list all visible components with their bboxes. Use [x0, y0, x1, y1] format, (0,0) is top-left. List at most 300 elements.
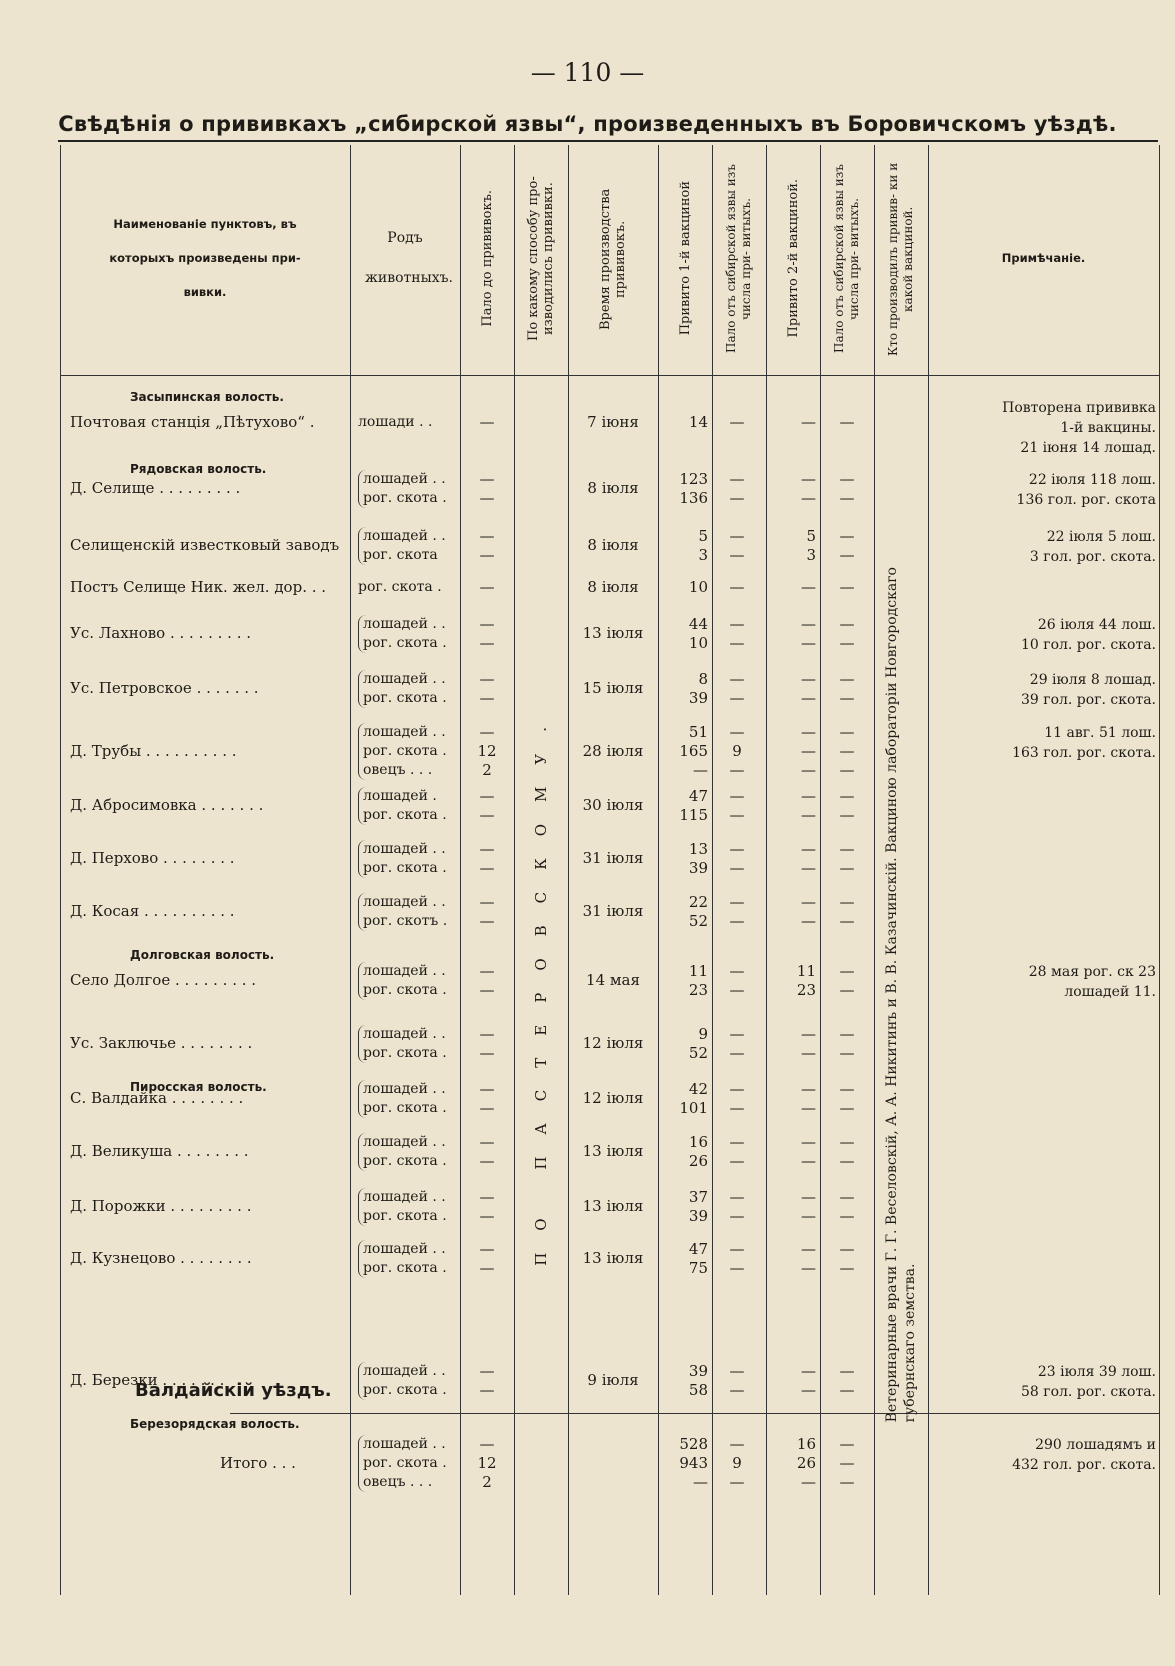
point-name: Итого . . .: [220, 1453, 296, 1472]
died2-value: —: [839, 893, 855, 911]
vacc1-value: —: [693, 761, 708, 779]
died2-cell: [820, 527, 874, 565]
died1-value: —: [729, 615, 745, 633]
died1-value: 9: [732, 1454, 742, 1472]
vacc1-cell: [658, 1188, 708, 1226]
animal-cell: [358, 840, 463, 878]
header-note: Примѣчаніе.: [1001, 250, 1086, 265]
vacc1-value: 75: [688, 1259, 708, 1277]
animal-type: лошадей . .: [363, 841, 446, 857]
vacc2-cell: [766, 1435, 816, 1492]
vacc2-value: —: [801, 1044, 816, 1062]
died1-cell: [712, 840, 762, 878]
time-cell: 15 іюля: [582, 679, 644, 697]
vacc1-value: 47: [688, 1240, 708, 1258]
vacc1-cell: [658, 413, 708, 432]
died1-value: —: [729, 1435, 745, 1453]
point-name: Д. Порожки . . . . . . . . .: [70, 1197, 252, 1215]
method-text: ПО ПАСТЕРОВСКОМУ.: [532, 704, 550, 1266]
time-cell: 28 іюля: [582, 741, 644, 760]
time-cell: 8 іюля: [587, 479, 639, 497]
died2-value: —: [839, 546, 855, 564]
vacc1-value: 14: [688, 413, 708, 431]
died2-value: —: [839, 489, 855, 507]
died2-value: —: [839, 723, 855, 741]
heading-pirossa: Пиросская волость.: [130, 1080, 267, 1094]
died-before-value: —: [479, 546, 495, 564]
died1-value: —: [729, 546, 745, 564]
vacc2-value: 11: [796, 962, 816, 980]
vacc1-value: 123: [679, 470, 708, 488]
vacc2-value: —: [801, 806, 816, 824]
died1-cell: [712, 615, 762, 653]
vacc2-value: —: [801, 1259, 816, 1277]
died-before-value: —: [479, 1188, 495, 1206]
died1-value: —: [729, 1080, 745, 1098]
died-before-cell: [460, 670, 514, 708]
died2-cell: [820, 578, 874, 597]
point-name: Д. Перхово . . . . . . . .: [70, 849, 235, 867]
died2-value: —: [839, 1099, 855, 1117]
died-before-value: —: [479, 787, 495, 805]
animal-type: лошадей . .: [363, 1189, 446, 1205]
time-cell: 8 іюля: [587, 577, 639, 596]
vacc2-value: 16: [796, 1435, 816, 1453]
animal-type: рог. скота .: [363, 490, 447, 506]
vacc1-cell: [658, 615, 708, 653]
died1-cell: [712, 1362, 762, 1400]
header-vacc2: Привито 2-й вакциной.: [785, 179, 801, 338]
vacc2-value: —: [801, 912, 816, 930]
vacc1-cell: [658, 1080, 708, 1118]
animal-cell: [358, 527, 463, 565]
died-before-value: —: [479, 981, 495, 999]
note-line: 22 іюля 5 лош.: [1046, 529, 1156, 545]
vacc2-cell: [766, 723, 816, 780]
died1-value: —: [729, 1152, 745, 1170]
died2-value: —: [839, 1435, 855, 1453]
died1-value: —: [729, 1473, 745, 1491]
died1-value: —: [729, 470, 745, 488]
vacc2-value: —: [801, 1099, 816, 1117]
note-line: 3 гол. рог. скота.: [1029, 549, 1156, 565]
died1-cell: [712, 723, 762, 780]
vacc1-value: 11: [688, 962, 708, 980]
note-line: 432 гол. рог. скота.: [1012, 1457, 1156, 1473]
animal-cell: [358, 615, 463, 653]
note-line: 21 іюня 14 лошад.: [1020, 440, 1156, 456]
died2-value: —: [839, 1044, 855, 1062]
note-cell: [932, 398, 1156, 458]
died-before-value: —: [479, 527, 495, 545]
note-cell: [932, 1362, 1156, 1402]
animal-cell: [358, 670, 463, 708]
animal-type: рог. скота .: [363, 1455, 447, 1471]
heading-ryadovo: Рядовская волость.: [130, 462, 267, 476]
died2-cell: [820, 840, 874, 878]
note-cell: [932, 962, 1156, 1002]
died1-value: —: [729, 1362, 745, 1380]
died2-value: —: [839, 1381, 855, 1399]
animal-type: лошадей . .: [363, 1241, 446, 1257]
animal-type: лошади . .: [358, 414, 433, 430]
died1-value: —: [729, 689, 745, 707]
vacc2-cell: [766, 962, 816, 1000]
died-before-cell: [460, 1362, 514, 1400]
vacc1-value: 5: [698, 527, 708, 545]
died-before-value: —: [479, 806, 495, 824]
time-cell: 7 іюня: [587, 412, 639, 431]
time-cell: 31 іюля: [582, 902, 644, 920]
note-line: 163 гол. рог. скота.: [1012, 745, 1156, 761]
vacc1-value: 8: [698, 670, 708, 688]
animal-type: лошадей . .: [363, 671, 446, 687]
died2-value: —: [839, 859, 855, 877]
vacc1-value: 13: [688, 840, 708, 858]
vacc2-cell: [766, 1080, 816, 1118]
animal-type: рог. скота .: [363, 635, 447, 651]
vacc2-cell: [766, 1362, 816, 1400]
died2-value: —: [839, 742, 855, 760]
note-line: 10 гол. рог. скота.: [1020, 637, 1156, 653]
died-before-value: —: [479, 1133, 495, 1151]
note-cell: [932, 670, 1156, 710]
time-cell: 13 іюля: [582, 1249, 644, 1267]
vacc1-value: 3: [698, 546, 708, 564]
animal-cell: [358, 413, 458, 432]
died2-value: —: [839, 806, 855, 824]
animal-type: лошадей . .: [363, 616, 446, 632]
animal-cell: [358, 1133, 463, 1171]
animal-cell: [358, 893, 463, 931]
died2-value: —: [839, 761, 855, 779]
died-before-cell: [460, 1435, 514, 1492]
vacc2-value: —: [801, 787, 816, 805]
point-name: С. Валдайка . . . . . . . .: [70, 1089, 244, 1107]
header-animal: Родъ животныхъ.: [365, 229, 453, 286]
point-name: Ус. Петровское . . . . . . .: [70, 679, 259, 697]
animal-cell: [358, 962, 463, 1000]
vacc1-cell: [658, 578, 708, 597]
heading-dolgovo: Долговская волость.: [130, 948, 275, 962]
vacc2-value: —: [801, 413, 816, 431]
time-cell: 13 іюля: [582, 624, 644, 642]
vacc2-value: —: [801, 1025, 816, 1043]
died-before-value: —: [479, 1099, 495, 1117]
died-before-cell: [460, 470, 514, 508]
died-before-value: —: [479, 615, 495, 633]
died2-value: —: [839, 1240, 855, 1258]
died1-value: —: [729, 1044, 745, 1062]
died-before-value: —: [479, 1152, 495, 1170]
note-line: 1-й вакцины.: [1060, 420, 1156, 436]
died1-value: —: [729, 489, 745, 507]
died-before-value: —: [479, 413, 495, 431]
vacc1-cell: [658, 470, 708, 508]
animal-cell: [358, 787, 463, 825]
vacc2-value: —: [801, 893, 816, 911]
time-cell: 8 іюля: [587, 536, 639, 554]
animal-type: лошадей . .: [363, 471, 446, 487]
note-line: 11 авг. 51 лош.: [1044, 725, 1156, 741]
died1-cell: [712, 1188, 762, 1226]
note-cell: [932, 723, 1156, 763]
died-before-cell: [460, 787, 514, 825]
vacc2-value: —: [801, 1362, 816, 1380]
died-before-cell: [460, 840, 514, 878]
header-point: Наименованіе пунктовъ, въ которыхъ произведены при- вивки.: [109, 216, 301, 299]
vacc1-value: 115: [679, 806, 708, 824]
vacc2-value: —: [801, 859, 816, 877]
died-before-value: —: [479, 470, 495, 488]
died1-cell: [712, 470, 762, 508]
note-line: 58 гол. рог. скота.: [1020, 1384, 1156, 1400]
died1-cell: [712, 1435, 762, 1492]
died2-value: —: [839, 1133, 855, 1151]
heading-berezoryadka: Березорядская волость.: [130, 1417, 300, 1431]
died2-value: —: [839, 1080, 855, 1098]
animal-type: лошадей . .: [363, 894, 446, 910]
total-rule: [230, 1413, 1160, 1414]
animal-cell: [358, 1240, 463, 1278]
died1-cell: [712, 527, 762, 565]
vacc2-value: —: [801, 840, 816, 858]
died-before-value: 2: [482, 761, 492, 779]
died-before-cell: [460, 1188, 514, 1226]
died1-value: —: [729, 859, 745, 877]
animal-type: рог. скота .: [363, 1260, 447, 1276]
vacc1-cell: [658, 670, 708, 708]
died1-value: —: [729, 1240, 745, 1258]
died2-cell: [820, 893, 874, 931]
vacc2-cell: [766, 413, 816, 432]
died-before-value: —: [479, 578, 495, 596]
animal-type: лошадей . .: [363, 963, 446, 979]
died1-value: —: [729, 1259, 745, 1277]
animal-cell: [358, 470, 463, 508]
died2-value: —: [839, 634, 855, 652]
animal-type: лошадей . .: [363, 724, 446, 740]
died2-value: —: [839, 1025, 855, 1043]
animal-type: рог. скота .: [363, 1382, 447, 1398]
died2-value: —: [839, 578, 855, 596]
died2-cell: [820, 723, 874, 780]
died-before-value: —: [479, 634, 495, 652]
vacc2-value: —: [801, 1381, 816, 1399]
vacc2-value: —: [801, 1133, 816, 1151]
vacc1-value: 39: [688, 859, 708, 877]
animal-type: рог. скота .: [363, 860, 447, 876]
animal-type: лошадей . .: [363, 1081, 446, 1097]
died-before-cell: [460, 1240, 514, 1278]
vacc1-value: 47: [688, 787, 708, 805]
died-before-value: —: [479, 1080, 495, 1098]
died-before-value: —: [479, 1435, 495, 1453]
died-before-value: —: [479, 840, 495, 858]
animal-type: рог. скота .: [363, 1208, 447, 1224]
animal-type: рог. скотъ .: [363, 913, 448, 929]
died-before-value: —: [479, 1362, 495, 1380]
died2-value: —: [839, 1152, 855, 1170]
note-line: 28 мая рог. ск 23: [1028, 964, 1156, 980]
animal-type: рог. скота: [363, 547, 438, 563]
vacc2-value: —: [801, 689, 816, 707]
vacc1-value: 16: [688, 1133, 708, 1151]
died2-value: —: [839, 1188, 855, 1206]
animal-type: лошадей . .: [363, 1026, 446, 1042]
died-before-value: —: [479, 962, 495, 980]
died-before-value: 12: [477, 1454, 497, 1472]
time-cell: 14 мая: [586, 971, 640, 989]
header-died-before: Пало до прививокъ.: [479, 190, 495, 327]
died-before-value: —: [479, 1025, 495, 1043]
died2-value: —: [839, 1259, 855, 1277]
vacc1-value: 136: [679, 489, 708, 507]
animal-type: рог. скота .: [363, 690, 447, 706]
died2-cell: [820, 615, 874, 653]
died2-cell: [820, 787, 874, 825]
time-cell: 13 іюля: [582, 1142, 644, 1160]
animal-type: овецъ . . .: [363, 762, 433, 778]
died2-value: —: [839, 670, 855, 688]
vacc1-cell: [658, 962, 708, 1000]
died1-value: —: [729, 912, 745, 930]
died1-value: —: [729, 761, 745, 779]
note-line: 23 іюля 39 лош.: [1037, 1364, 1156, 1380]
vacc1-value: 101: [679, 1099, 708, 1117]
page-number: — 110 —: [530, 58, 645, 87]
note-line: 26 іюля 44 лош.: [1037, 617, 1156, 633]
vacc2-cell: [766, 893, 816, 931]
column-rule: [1159, 145, 1160, 1595]
point-name: Селищенскій известковый заводъ: [70, 536, 340, 554]
died-before-cell: [460, 413, 514, 432]
died2-value: —: [839, 787, 855, 805]
vacc2-cell: [766, 840, 816, 878]
animal-type: рог. скота .: [363, 743, 447, 759]
died1-value: —: [729, 578, 745, 596]
died1-value: —: [729, 806, 745, 824]
vacc2-value: 3: [806, 546, 816, 564]
point-name: Постъ Селище Ник. жел. дор. . .: [70, 577, 327, 596]
died2-cell: [820, 1080, 874, 1118]
died-before-value: —: [479, 723, 495, 741]
point-name: Почтовая станція „Пѣтухово“ .: [70, 412, 315, 431]
time-cell: 12 іюля: [582, 1034, 644, 1052]
died2-value: —: [839, 527, 855, 545]
died2-value: —: [839, 981, 855, 999]
vacc2-cell: [766, 470, 816, 508]
point-name: Д. Абросимовка . . . . . . .: [70, 796, 264, 814]
vacc1-value: 51: [688, 723, 708, 741]
vacc2-value: —: [801, 1240, 816, 1258]
died1-cell: [712, 1080, 762, 1118]
vacc2-value: 5: [806, 527, 816, 545]
vacc1-cell: [658, 1362, 708, 1400]
header-method: По какому способу про- изводились прививки.: [526, 176, 556, 341]
died2-cell: [820, 962, 874, 1000]
animal-cell: [358, 1435, 463, 1492]
died1-value: —: [729, 723, 745, 741]
vacc2-value: —: [801, 742, 816, 760]
died-before-value: —: [479, 1207, 495, 1225]
time-cell: 12 іюля: [582, 1089, 644, 1107]
vacc2-value: —: [801, 1188, 816, 1206]
header-who: Кто производилъ привив- ки и какой вакциной.: [886, 161, 915, 356]
vacc1-value: 52: [688, 912, 708, 930]
vacc1-value: 26: [688, 1152, 708, 1170]
note-cell: [932, 527, 1156, 567]
died-before-cell: [460, 962, 514, 1000]
died2-value: —: [839, 840, 855, 858]
animal-cell: [358, 1362, 463, 1400]
died1-value: —: [729, 840, 745, 858]
died-before-value: 12: [477, 742, 497, 760]
vacc2-value: —: [801, 1207, 816, 1225]
died1-value: —: [729, 527, 745, 545]
vacc1-cell: [658, 840, 708, 878]
point-name: Д. Косая . . . . . . . . . .: [70, 902, 235, 920]
vacc1-value: 943: [679, 1454, 708, 1472]
vacc2-value: —: [801, 578, 816, 596]
vacc1-cell: [658, 723, 708, 780]
died1-cell: [712, 578, 762, 597]
animal-type: лошадей . .: [363, 528, 446, 544]
animal-type: лошадей .: [363, 788, 437, 804]
vacc1-value: 10: [688, 578, 708, 596]
died1-value: —: [729, 1099, 745, 1117]
vacc1-value: 39: [688, 689, 708, 707]
vacc1-value: 42: [688, 1080, 708, 1098]
died2-value: —: [839, 689, 855, 707]
point-name: Д. Трубы . . . . . . . . . .: [70, 741, 237, 760]
died-before-cell: [460, 723, 514, 780]
note-line: 29 іюля 8 лошад.: [1029, 672, 1156, 688]
vacc2-cell: [766, 787, 816, 825]
vacc1-cell: [658, 527, 708, 565]
died1-cell: [712, 893, 762, 931]
animal-type: рог. скота .: [363, 807, 447, 823]
vacc1-value: 44: [688, 615, 708, 633]
vacc1-cell: [658, 787, 708, 825]
vacc2-value: —: [801, 470, 816, 488]
died-before-value: —: [479, 1240, 495, 1258]
vacc2-cell: [766, 670, 816, 708]
point-name: Ус. Заключье . . . . . . . .: [70, 1034, 253, 1052]
note-cell: [932, 1435, 1156, 1475]
animal-type: рог. скота .: [363, 1153, 447, 1169]
animal-cell: [358, 723, 463, 780]
died2-cell: [820, 1435, 874, 1492]
died2-value: —: [839, 962, 855, 980]
died-before-value: —: [479, 1381, 495, 1399]
died-before-value: —: [479, 893, 495, 911]
vacc2-value: —: [801, 615, 816, 633]
vacc1-value: 37: [688, 1188, 708, 1206]
died2-value: —: [839, 413, 855, 431]
vacc1-value: 39: [688, 1362, 708, 1380]
died2-value: —: [839, 615, 855, 633]
died1-cell: [712, 1240, 762, 1278]
note-line: 39 гол. рог. скота.: [1020, 692, 1156, 708]
animal-cell: [358, 1080, 463, 1118]
died1-cell: [712, 670, 762, 708]
died1-cell: [712, 787, 762, 825]
vacc1-value: 23: [688, 981, 708, 999]
vaccination-table: [60, 145, 1160, 1595]
vacc1-value: 10: [688, 634, 708, 652]
died-before-cell: [460, 1080, 514, 1118]
